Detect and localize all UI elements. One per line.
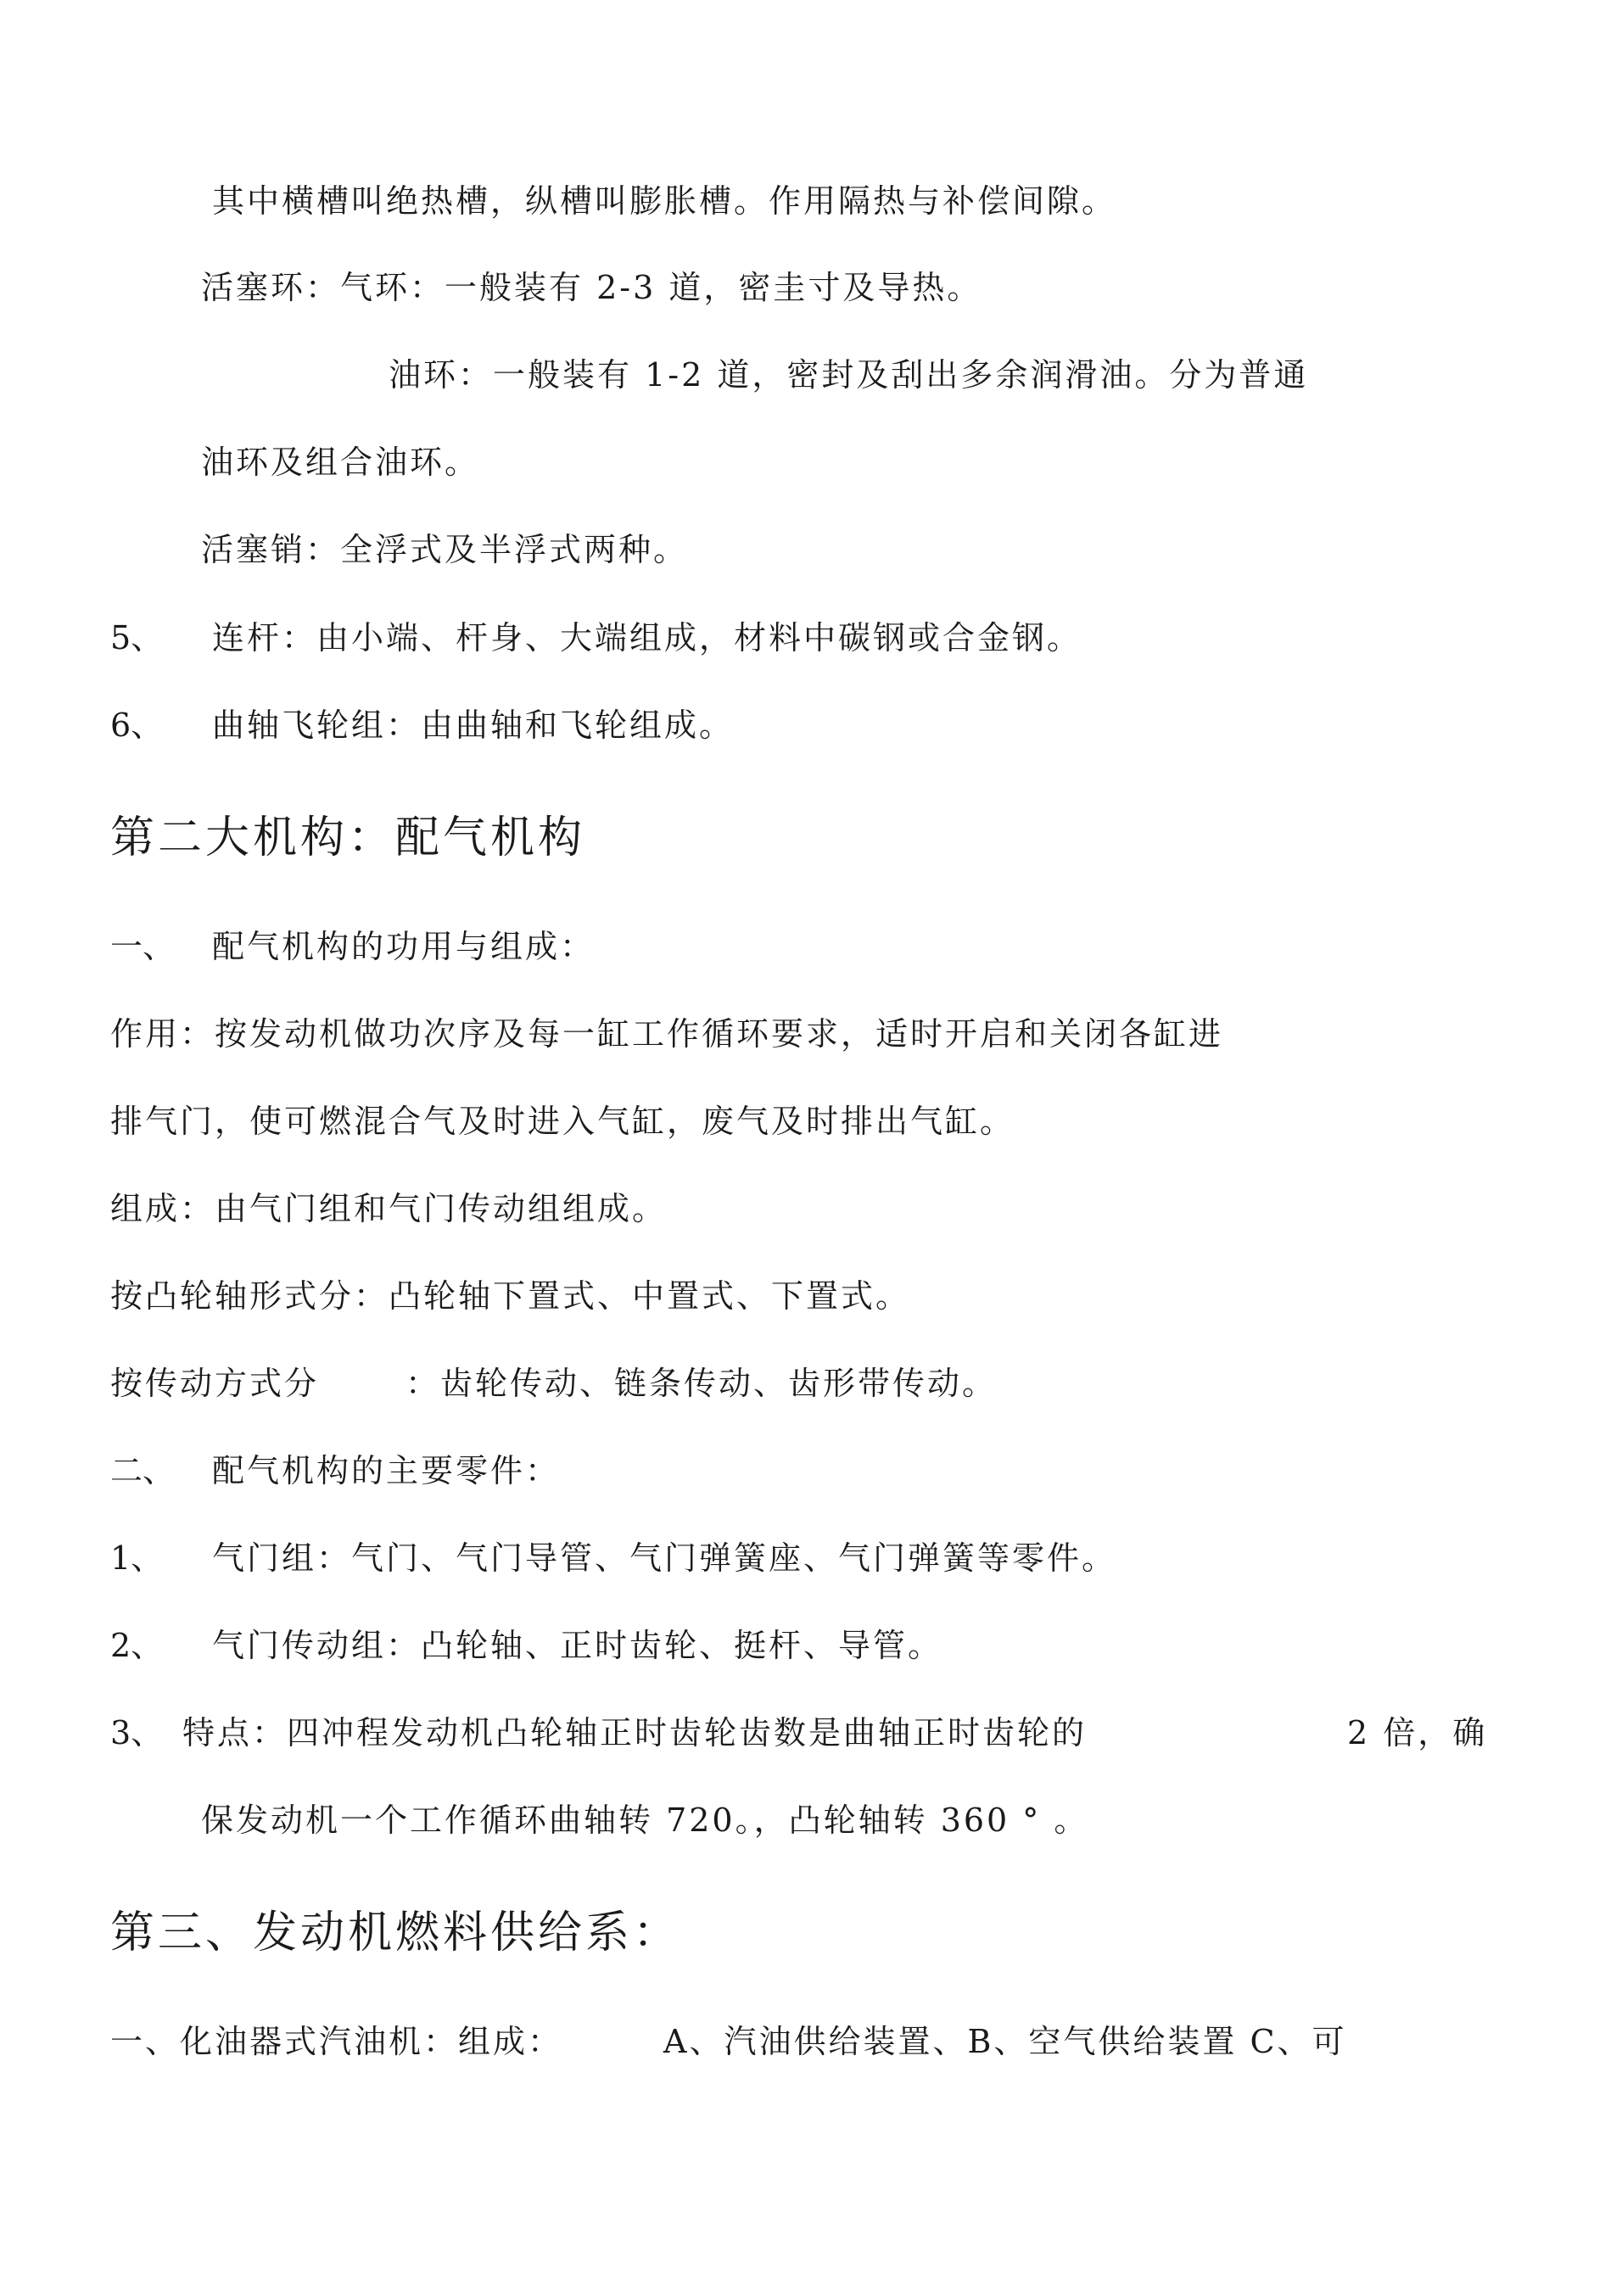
text-line-piston-pin: 活塞销：全浮式及半浮式两种。: [201, 531, 689, 568]
text-line-main-parts: 配气机构的主要零件：: [212, 1452, 561, 1489]
list-number-one: 一、: [110, 928, 176, 965]
text-line-connecting-rod: 连杆：由小端、杆身、大端组成，材料中碳钢或合金钢。: [212, 619, 1082, 656]
text-line-oil-rings: 油环：一般装有 1-2 道，密封及刮出多余润滑油。分为普通: [389, 356, 1309, 394]
text-line-camshaft-types: 按凸轮轴形式分：凸轮轴下置式、中置式、下置式。: [110, 1277, 911, 1315]
list-number-2: 2、: [110, 1627, 164, 1664]
list-number-5: 5、: [110, 619, 164, 656]
list-number-6: 6、: [110, 707, 164, 744]
section-heading-fuel-supply: 第三、发动机燃料供给系：: [110, 1908, 681, 1958]
text-line-drive-label: 按传动方式分: [110, 1365, 320, 1402]
text-line-drive-types: ：齿轮传动、链条传动、齿形带传动。: [406, 1365, 998, 1402]
text-line-valve-group: 气门组：气门、气门导管、气门弹簧座、气门弹簧等零件。: [212, 1539, 1117, 1577]
list-number-1: 1、: [110, 1539, 164, 1577]
text-line-composition: 组成：由气门组和气门传动组组成。: [110, 1190, 668, 1227]
text-line-valve-drive-group: 气门传动组：凸轮轴、正时齿轮、挺杆、导管。: [212, 1627, 943, 1664]
text-line-features-ratio: 2 倍，确: [1347, 1714, 1488, 1751]
text-line-crank-rotation: 保发动机一个工作循环曲轴转 720。，凸轮轴转 360 ° 。: [201, 1802, 1089, 1839]
text-line-oil-ring-types: 油环及组合油环。: [201, 444, 480, 481]
text-line-compression-rings: 活塞环：气环：一般装有 2-3 道，密圭寸及导热。: [201, 269, 982, 306]
text-line-function-a: 作用：按发动机做功次序及每一缸工作循环要求，适时开启和关闭各缸进: [110, 1015, 1224, 1053]
text-line-carburetor-label: 一、化油器式汽油机：组成：: [110, 2023, 563, 2060]
text-line-function-composition: 配气机构的功用与组成：: [212, 928, 596, 965]
text-line-function-b: 排气门，使可燃混合气及时进入气缸，废气及时排出气缸。: [110, 1103, 1015, 1140]
section-heading-valve-train: 第二大机构：配气机构: [110, 813, 586, 863]
text-line-features: 特点：四冲程发动机凸轮轴正时齿轮齿数是曲轴正时齿轮的: [182, 1714, 1088, 1751]
text-line-crankshaft-flywheel: 曲轴飞轮组：由曲轴和飞轮组成。: [212, 707, 735, 744]
text-line-carburetor-parts: A、汽油供给装置、B、空气供给装置 C、可: [663, 2023, 1347, 2060]
list-number-two: 二、: [110, 1452, 176, 1489]
text-line-slot-grooves: 其中横槽叫绝热槽，纵槽叫膨胀槽。作用隔热与补偿间隙。: [212, 182, 1117, 220]
list-number-3: 3、: [110, 1714, 164, 1751]
